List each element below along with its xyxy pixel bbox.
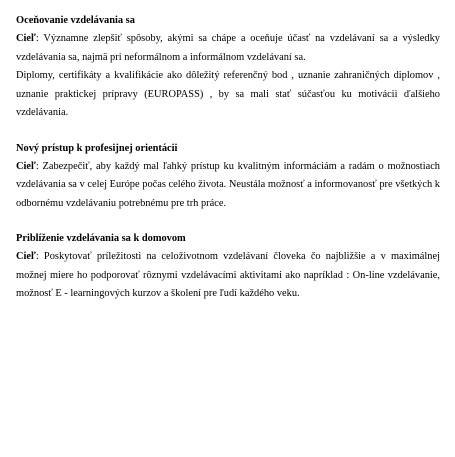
document-page [16, 12, 440, 304]
paragraph-text: : Zabezpečiť, aby každý mal ľahký prístup ku kvalitným informáciám a radám o možnostiach vzdelávania sa v celej Európe počas celého života. Neustála možnosť a informovanosť pre všetkých k odbornému vzdelávaniu potrebnému pre trh práce. [16, 160, 440, 209]
section-paragraph [16, 30, 440, 67]
section-profesijna-orientacia [16, 140, 440, 214]
paragraph-text: : Poskytovať príležitosti na celoživotnom vzdelávaní človeka čo najbližšie a v maximálnej možnej miere ho podporovať rôznymi vzdelávacími aktivitami ako napríklad : On-line vzdelávanie, možnosť E - learningových kurzov a školení pre ľudí každého veku. [16, 251, 440, 299]
paragraph-lead: Cieľ [16, 33, 36, 44]
section-paragraph [16, 248, 440, 304]
section-heading: Oceňovanie vzdelávania sa [16, 15, 135, 26]
section-paragraph [16, 158, 440, 214]
section-priblizenie-vzdelavania [16, 230, 440, 304]
paragraph-lead: Cieľ [16, 160, 36, 172]
section-heading: Nový prístup k profesijnej orientácii [16, 142, 178, 154]
paragraph-text: : Významne zlepšiť spôsoby, akými sa chápe a oceňuje účasť na vzdelávaní sa a výsledky vzdelávania sa, najmä pri neformálnom a informálnom vzdelávaní sa. [16, 33, 440, 63]
paragraph-lead: Cieľ [16, 251, 36, 262]
section-paragraph-2: Diplomy, certifikáty a kvalifikácie ako dôležitý referenčný bod , uznanie zahraničných diplomov , uznanie praktickej prípravy (EUROPASS) , by sa mali stať súčasťou ku motivácii ďalšieho vzdelávania. [16, 70, 440, 118]
section-heading: Priblíženie vzdelávania sa k domovom [16, 233, 186, 244]
section-ocenovanie [16, 12, 440, 123]
